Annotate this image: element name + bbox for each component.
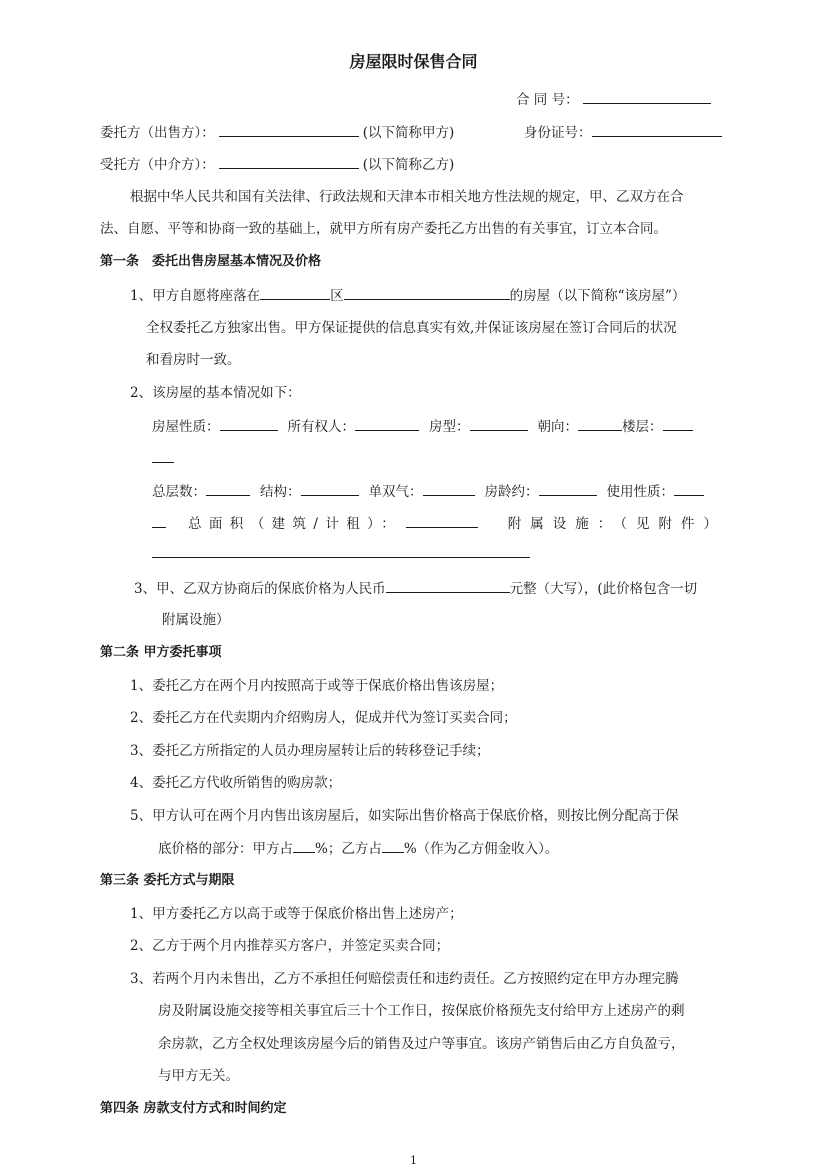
article-1-item-1-end: 和看房时一致。 — [146, 352, 241, 368]
article-3-item-2: 2、乙方于两个月内推荐买方客户，并签定买卖合同； — [130, 938, 450, 954]
structure-label: 结构： — [260, 484, 301, 500]
contract-number-label: 合 同 号： — [516, 92, 579, 108]
floor-blank-cont — [152, 449, 174, 468]
intro-line-1: 根据中华人民共和国有关法律、行政法规和天津本市相关地方性法规的规定，甲、乙双方在合 — [130, 189, 684, 205]
total-floors-label: 总层数： — [152, 484, 206, 500]
use-label: 使用性质： — [606, 484, 674, 500]
party-a-note: (以下简称甲方) — [362, 125, 455, 141]
article-3-item-3-cont-2: 余房款，乙方全权处理该房屋今后的销售及过户等事宜。该房产销售后由乙方自负盈亏， — [158, 1036, 685, 1052]
article-3-heading: 第三条 委托方式与期限 — [100, 873, 235, 888]
party-a-share-label: 底价格的部分：甲方占 — [158, 841, 293, 857]
floor-price-label: 3、甲、乙双方协商后的保底价格为人民币 — [134, 581, 386, 597]
article-2-item-1: 1、委托乙方在两个月内按照高于或等于保底价格出售该房屋； — [130, 678, 504, 694]
gas-label: 单双气： — [368, 484, 423, 500]
orientation-blank — [578, 417, 622, 431]
page-number: 1 — [410, 1154, 417, 1167]
contract-number-blank — [583, 90, 711, 104]
article-2-item-4: 4、委托乙方代收所销售的购房款； — [130, 775, 342, 791]
party-b-line — [100, 155, 454, 174]
property-fields-row-3 — [152, 514, 726, 533]
article-3-item-3-cont-1: 房及附属设施交接等相关事宜后三十个工作日，按保底价格预先支付给甲方上述房产的剩 — [158, 1003, 685, 1019]
article-1-item-1-cont: 全权委托乙方独家出售。甲方保证提供的信息真实有效,并保证该房屋在签订合同后的状况 — [146, 320, 677, 336]
document-title: 房屋限时保售合同 — [349, 52, 478, 71]
party-a-label: 委托方（出售方）： — [100, 125, 215, 141]
owner-blank — [355, 417, 419, 431]
property-fields-row-1 — [152, 417, 726, 436]
use-blank — [674, 482, 704, 496]
age-label: 房龄约： — [484, 484, 539, 500]
attachments-label: 附属设施：（见附件） — [507, 516, 726, 532]
article-2-item-5-cont — [158, 839, 558, 858]
id-number-blank — [592, 123, 722, 137]
article-1-item-3-cont: 附属设施） — [162, 612, 230, 628]
party-a-blank — [219, 123, 359, 137]
total-floors-blank — [206, 482, 250, 496]
party-b-label: 受托方（中介方）： — [100, 157, 215, 173]
party-b-share-label: %；乙方占 — [315, 841, 382, 857]
district-blank — [260, 286, 330, 300]
property-nature-label: 房屋性质： — [152, 419, 220, 435]
district-label: 区 — [330, 288, 344, 304]
address-blank — [344, 286, 510, 300]
use-blank-cont — [152, 514, 166, 528]
article-3-item-3-cont-3: 与甲方无关。 — [158, 1068, 239, 1084]
party-b-share-blank — [382, 839, 404, 853]
property-nature-blank — [220, 417, 278, 431]
party-b-blank — [219, 155, 359, 169]
article-3-item-3: 3、若两个月内未售出，乙方不承担任何赔偿责任和违约责任。乙方按照约定在甲方办理完腾 — [130, 971, 679, 987]
gas-blank — [423, 482, 475, 496]
article-4-heading: 第四条 房款支付方式和时间约定 — [100, 1101, 287, 1116]
floor-blank — [663, 417, 693, 431]
owner-label: 所有权人： — [287, 419, 355, 435]
id-number-line — [524, 123, 722, 142]
area-label: 总面积（建筑/计租）： — [188, 516, 403, 532]
commission-note: %（作为乙方佣金收入）。 — [403, 841, 559, 857]
area-blank — [406, 514, 478, 528]
article-2-item-5: 5、甲方认可在两个月内售出该房屋后，如实际出售价格高于保底价格，则按比例分配高于保 — [130, 808, 679, 824]
article-1-item-2: 2、该房屋的基本情况如下： — [130, 385, 301, 401]
floor-price-suffix: 元整（大写），(此价格包含一切 — [509, 581, 698, 597]
structure-blank — [301, 482, 359, 496]
article-2-heading: 第二条 甲方委托事项 — [100, 645, 222, 660]
property-fields-row-2 — [152, 482, 704, 501]
party-a-share-blank — [293, 839, 315, 853]
party-a-line — [100, 123, 454, 142]
floor-price-blank — [386, 579, 510, 593]
party-b-note: (以下简称乙方) — [362, 157, 455, 173]
article-1-heading: 第一条 委托出售房屋基本情况及价格 — [100, 254, 322, 269]
layout-blank — [470, 417, 528, 431]
orientation-label: 朝向： — [537, 419, 578, 435]
article-3-item-1: 1、甲方委托乙方以高于或等于保底价格出售上述房产； — [130, 906, 463, 922]
property-reference: 的房屋（以下简称“该房屋”） — [509, 288, 686, 304]
layout-label: 房型： — [429, 419, 470, 435]
article-2-item-2: 2、委托乙方在代卖期内介绍购房人，促成并代为签订买卖合同； — [130, 710, 517, 726]
id-number-label: 身份证号： — [524, 125, 592, 141]
floor-label: 楼层： — [622, 419, 663, 435]
attachments-blank-line — [152, 544, 530, 563]
article-1-item-1 — [130, 286, 685, 305]
location-label: 1、甲方自愿将座落在 — [130, 288, 261, 304]
intro-line-2: 法、自愿、平等和协商一致的基础上，就甲方所有房产委托乙方出售的有关事宜，订立本合同。 — [100, 221, 667, 237]
age-blank — [539, 482, 597, 496]
contract-number-line — [516, 90, 711, 109]
article-2-item-3: 3、委托乙方所指定的人员办理房屋转让后的转移登记手续； — [130, 743, 490, 759]
article-1-item-3 — [134, 579, 697, 598]
